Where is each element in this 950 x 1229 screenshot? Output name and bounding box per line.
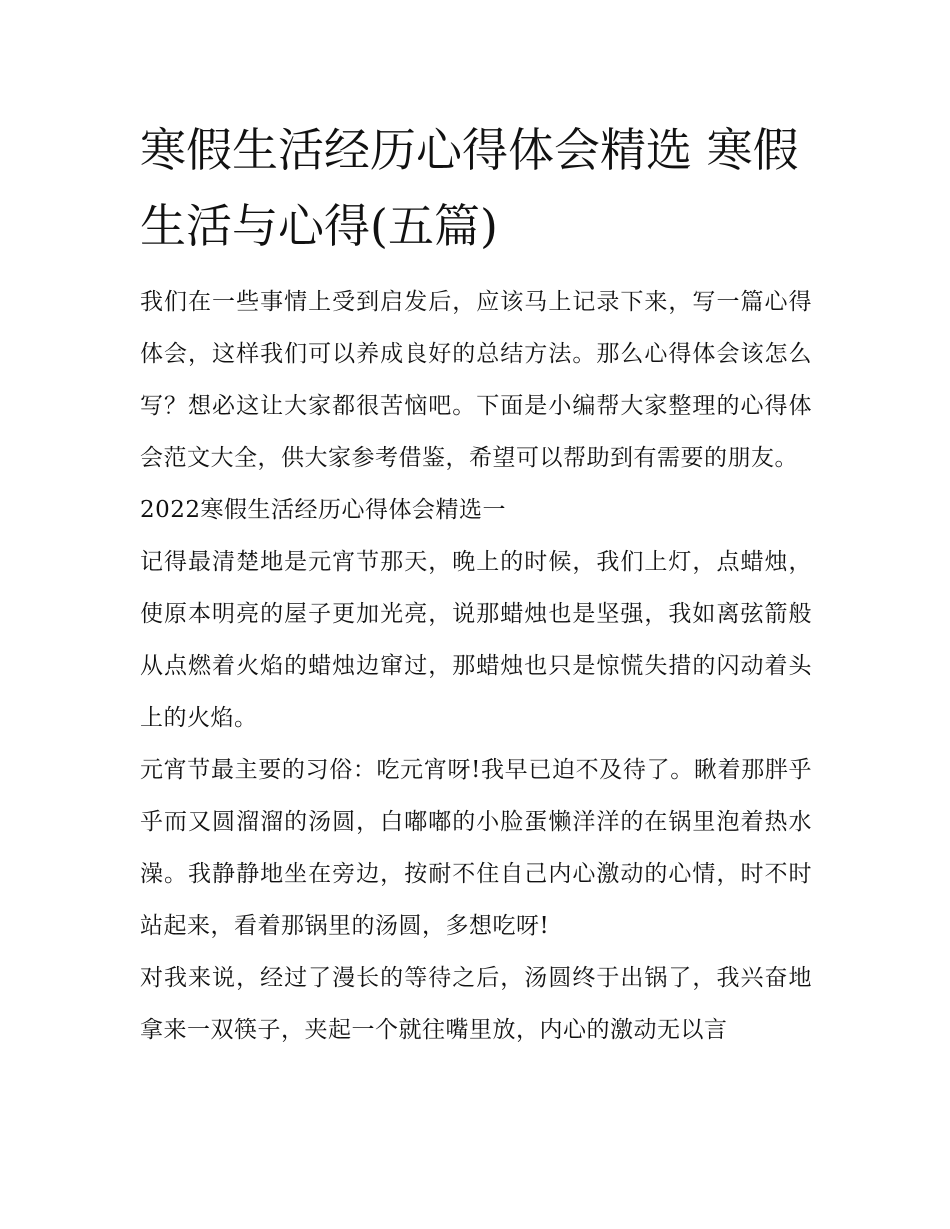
document-page [140,112,812,1056]
body-paragraph: 元宵节最主要的习俗：吃元宵呀!我早已迫不及待了。瞅着那胖乎乎而又圆溜溜的汤圆，白嘟嘟的小脸蛋懒洋洋的在锅里泡着热水澡。我静静地坐在旁边，按耐不住自己内心激动的心情，时不时站起来，看着那锅里的汤圆，多想吃呀! [140,757,812,939]
body-paragraph: 记得最清楚地是元宵节那天，晚上的时候，我们上灯，点蜡烛，使原本明亮的屋子更加光亮，说那蜡烛也是坚强，我如离弦箭般从点燃着火焰的蜡烛边窜过，那蜡烛也只是惊慌失措的闪动着头上的火焰。 [140,549,812,731]
intro-paragraph: 我们在一些事情上受到启发后，应该马上记录下来，写一篇心得体会，这样我们可以养成良好的总结方法。那么心得体会该怎么写？想必这让大家都很苦恼吧。下面是小编帮大家整理的心得体会范文大全，供大家参考借鉴，希望可以帮助到有需要的朋友。 [140,289,812,471]
section-heading: 2022寒假生活经历心得体会精选一 [140,497,507,523]
document-title: 寒假生活经历心得体会精选 寒假生活与心得(五篇) [140,123,799,253]
body-paragraph: 对我来说，经过了漫长的等待之后，汤圆终于出锅了，我兴奋地拿来一双筷子，夹起一个就往嘴里放，内心的激动无以言 [140,965,812,1043]
